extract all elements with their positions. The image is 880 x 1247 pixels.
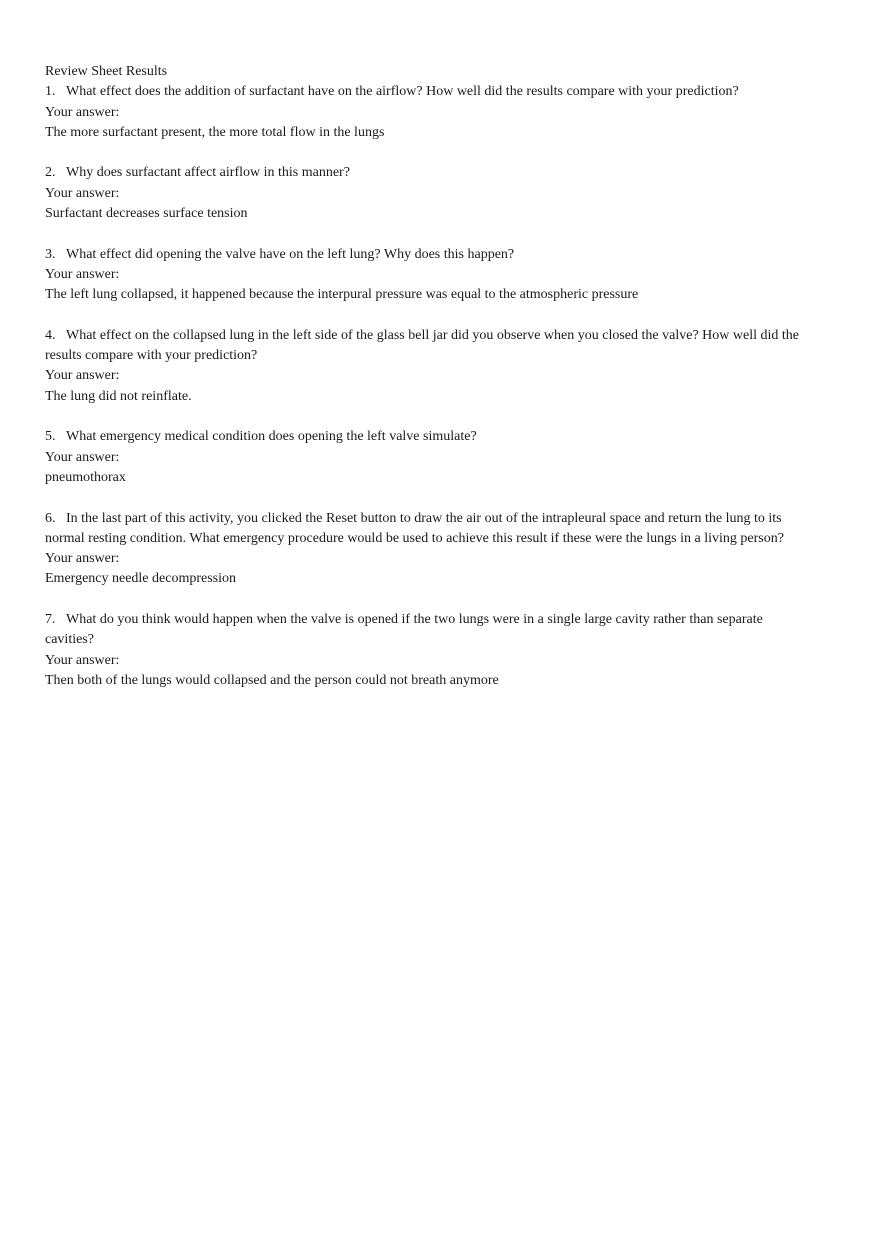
qa-item-7 — [45, 610, 815, 691]
page-title: Review Sheet Results — [45, 64, 168, 79]
document-page — [45, 62, 815, 712]
qa-item-3 — [45, 245, 815, 306]
answer-text: Then both of the lungs would collapsed and the person could not breath anymore — [45, 672, 499, 688]
question-number: 4. — [45, 327, 56, 343]
question-6 — [45, 509, 815, 550]
answer-text: The lung did not reinflate. — [45, 388, 192, 404]
question-text: What emergency medical condition does opening the left valve simulate? — [66, 429, 477, 445]
answer-text: The more surfactant present, the more total flow in the lungs — [45, 124, 385, 140]
question-number: 7. — [45, 612, 56, 628]
answer-label: Your answer: — [45, 449, 120, 465]
question-number: 5. — [45, 429, 56, 445]
question-2 — [45, 163, 815, 183]
question-number: 1. — [45, 84, 56, 100]
question-text: What effect on the collapsed lung in the left side of the glass bell jar did you observe when you closed the valve? How well did the results compare with your prediction? — [45, 327, 799, 364]
answer-label: Your answer: — [45, 551, 120, 567]
answer-text: Surfactant decreases surface tension — [45, 206, 248, 222]
answer-label: Your answer: — [45, 368, 120, 384]
question-1 — [45, 82, 815, 102]
answer-text: Emergency needle decompression — [45, 571, 237, 587]
question-text: What effect does the addition of surfactant have on the airflow? How well did the results compare with your prediction? — [66, 84, 739, 100]
qa-item-4 — [45, 326, 815, 407]
question-number: 6. — [45, 510, 56, 526]
question-number: 3. — [45, 246, 56, 262]
qa-item-2 — [45, 163, 815, 224]
question-5 — [45, 427, 815, 447]
answer-label: Your answer: — [45, 185, 120, 201]
question-text: What effect did opening the valve have on the left lung? Why does this happen? — [66, 246, 515, 262]
question-number: 2. — [45, 165, 56, 181]
answer-text: pneumothorax — [45, 469, 126, 485]
answer-label: Your answer: — [45, 104, 120, 120]
question-text: Why does surfactant affect airflow in this manner? — [66, 165, 350, 181]
question-4 — [45, 326, 815, 367]
answer-label: Your answer: — [45, 652, 120, 668]
question-3 — [45, 245, 815, 265]
answer-text: The left lung collapsed, it happened because the interpural pressure was equal to the atmospheric pressure — [45, 287, 639, 303]
qa-item-5 — [45, 427, 815, 488]
qa-item-1 — [45, 82, 815, 143]
question-7 — [45, 610, 815, 651]
question-text: What do you think would happen when the valve is opened if the two lungs were in a single large cavity rather than separate cavities? — [45, 612, 763, 648]
answer-label: Your answer: — [45, 266, 120, 282]
question-text: In the last part of this activity, you clicked the Reset button to draw the air out of the intrapleural space and return the lung to its normal resting condition. What emergency procedure would be used to achieve this result if these were the lungs in a living person? — [45, 510, 784, 546]
qa-item-6 — [45, 509, 815, 590]
